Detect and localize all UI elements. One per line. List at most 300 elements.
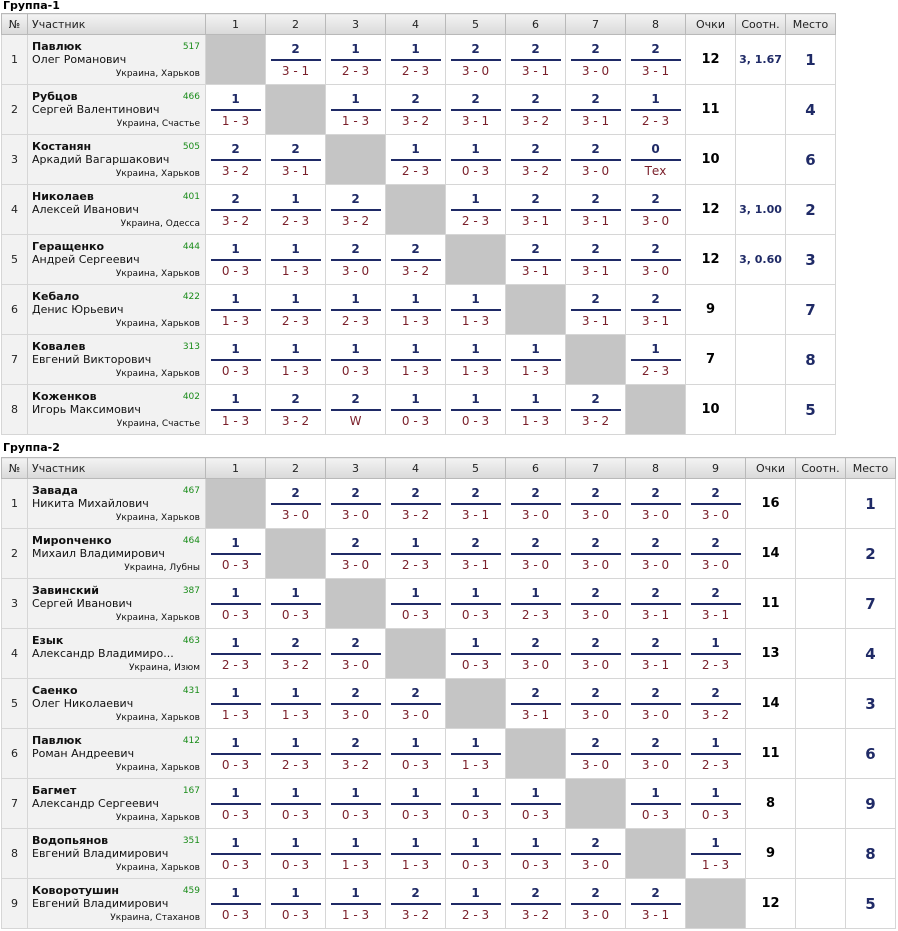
match-cell[interactable]	[206, 235, 266, 285]
match-score: 3 - 0	[341, 707, 370, 722]
match-cell[interactable]	[386, 135, 446, 185]
participant-cell[interactable]	[28, 135, 206, 185]
match-score: 1 - 3	[461, 757, 490, 772]
match-cell[interactable]	[566, 135, 626, 185]
points-cell: 16	[746, 479, 796, 529]
participant-cell[interactable]	[28, 629, 206, 679]
player-last-name[interactable]: Николаев	[32, 190, 94, 203]
header-ratio[interactable]: Соотн.	[796, 458, 846, 479]
match-cell[interactable]	[266, 879, 326, 929]
match-cell[interactable]	[506, 579, 566, 629]
match-cell[interactable]	[326, 479, 386, 529]
match-points: 1	[211, 886, 261, 905]
match-cell[interactable]	[266, 679, 326, 729]
match-cell[interactable]	[326, 235, 386, 285]
match-cell[interactable]	[626, 579, 686, 629]
ratio-cell: 3, 1.00	[736, 185, 786, 235]
match-cell[interactable]	[506, 385, 566, 435]
match-cell[interactable]	[326, 35, 386, 85]
match-score: 3 - 1	[641, 907, 670, 922]
match-score: 2 - 3	[221, 657, 250, 672]
match-cell[interactable]	[386, 829, 446, 879]
match-score: 3 - 2	[341, 757, 370, 772]
match-points: 2	[211, 192, 261, 211]
match-cell[interactable]	[206, 135, 266, 185]
participant-cell[interactable]	[28, 185, 206, 235]
match-cell[interactable]	[266, 135, 326, 185]
match-score: 3 - 2	[521, 113, 550, 128]
match-score: 3 - 0	[341, 263, 370, 278]
match-cell[interactable]	[446, 529, 506, 579]
match-cell[interactable]	[686, 529, 746, 579]
player-first-name: Сергей Иванович	[32, 597, 133, 610]
match-cell[interactable]	[266, 729, 326, 779]
match-points: 1	[511, 586, 561, 605]
match-cell[interactable]	[266, 829, 326, 879]
match-score: 1 - 3	[341, 907, 370, 922]
match-cell[interactable]	[386, 879, 446, 929]
participant-cell[interactable]	[28, 529, 206, 579]
match-points: 2	[571, 92, 621, 111]
player-rating: 402	[182, 392, 200, 402]
match-cell[interactable]	[266, 629, 326, 679]
match-points: 2	[451, 92, 501, 111]
match-cell[interactable]	[446, 135, 506, 185]
player-last-name[interactable]: Завинский	[32, 584, 99, 597]
match-points: 1	[271, 342, 321, 361]
player-rating: 431	[182, 686, 200, 696]
match-cell[interactable]	[626, 629, 686, 679]
match-cell[interactable]	[266, 779, 326, 829]
match-score: 3 - 0	[581, 707, 610, 722]
match-score: 0 - 3	[221, 263, 250, 278]
match-cell[interactable]	[626, 35, 686, 85]
player-first-name: Алексей Иванович	[32, 203, 139, 216]
match-score: 0 - 3	[461, 607, 490, 622]
player-last-name[interactable]: Езык	[32, 634, 64, 647]
points-cell: 12	[686, 235, 736, 285]
match-cell[interactable]	[326, 335, 386, 385]
match-cell[interactable]	[566, 235, 626, 285]
match-points: 1	[331, 92, 381, 111]
match-cell[interactable]	[326, 385, 386, 435]
self-match-cell	[266, 85, 326, 135]
match-score: 3 - 2	[221, 213, 250, 228]
match-score: 0 - 3	[401, 607, 430, 622]
match-cell[interactable]	[446, 285, 506, 335]
match-cell[interactable]	[326, 529, 386, 579]
match-cell[interactable]	[506, 679, 566, 729]
match-cell[interactable]	[326, 185, 386, 235]
match-cell[interactable]	[506, 779, 566, 829]
player-first-name: Олег Николаевич	[32, 697, 134, 710]
match-cell[interactable]	[566, 829, 626, 879]
participant-cell[interactable]	[28, 729, 206, 779]
match-points: 1	[211, 292, 261, 311]
player-last-name[interactable]: Павлюк	[32, 734, 82, 747]
match-cell[interactable]	[506, 879, 566, 929]
participant-cell[interactable]	[28, 879, 206, 929]
player-last-name[interactable]: Геращенко	[32, 240, 105, 253]
self-match-cell	[386, 629, 446, 679]
match-cell[interactable]	[266, 35, 326, 85]
match-cell[interactable]	[206, 85, 266, 135]
match-cell[interactable]	[206, 729, 266, 779]
header-participant[interactable]: Участник	[28, 458, 206, 479]
participant-cell[interactable]	[28, 285, 206, 335]
match-score: 1 - 3	[281, 707, 310, 722]
player-last-name[interactable]: Коворотушин	[32, 884, 120, 897]
match-cell[interactable]	[686, 829, 746, 879]
header-opponent-7: 7	[566, 458, 626, 479]
header-points[interactable]: Очки	[746, 458, 796, 479]
match-cell[interactable]	[446, 729, 506, 779]
match-cell[interactable]	[566, 35, 626, 85]
table-row	[2, 579, 896, 629]
match-cell[interactable]	[686, 729, 746, 779]
match-cell[interactable]	[626, 679, 686, 729]
player-last-name[interactable]: Коженков	[32, 390, 97, 403]
match-cell[interactable]	[326, 879, 386, 929]
match-cell[interactable]	[446, 779, 506, 829]
match-score: 0 - 3	[221, 807, 250, 822]
match-score: 3 - 2	[581, 413, 610, 428]
match-points: 1	[691, 636, 741, 655]
player-first-name: Андрей Сергеевич	[32, 253, 140, 266]
match-cell[interactable]	[446, 385, 506, 435]
match-score: 0 - 3	[401, 413, 430, 428]
player-last-name[interactable]: Павлюк	[32, 40, 82, 53]
table-row	[2, 185, 836, 235]
match-cell[interactable]	[566, 729, 626, 779]
participant-cell[interactable]	[28, 85, 206, 135]
match-score: 3 - 0	[581, 857, 610, 872]
match-cell[interactable]	[326, 285, 386, 335]
match-score: 2 - 3	[461, 907, 490, 922]
header-participant[interactable]: Участник	[28, 14, 206, 35]
match-cell[interactable]	[326, 829, 386, 879]
match-score: 2 - 3	[401, 163, 430, 178]
ratio-cell	[796, 479, 846, 529]
header-row	[2, 458, 896, 479]
match-cell[interactable]	[206, 579, 266, 629]
match-score: 3 - 0	[521, 557, 550, 572]
match-cell[interactable]	[626, 779, 686, 829]
match-cell[interactable]	[266, 335, 326, 385]
match-cell[interactable]	[566, 185, 626, 235]
match-cell[interactable]	[206, 529, 266, 579]
match-points: 1	[451, 836, 501, 855]
match-cell[interactable]	[206, 779, 266, 829]
match-cell[interactable]	[206, 629, 266, 679]
match-points: 1	[631, 342, 681, 361]
header-opponent-5: 5	[446, 458, 506, 479]
match-cell[interactable]	[446, 579, 506, 629]
header-opponent-9: 9	[686, 458, 746, 479]
player-first-name: Никита Михайлович	[32, 497, 149, 510]
match-score: 2 - 3	[401, 557, 430, 572]
match-points: 2	[331, 242, 381, 261]
match-cell[interactable]	[206, 879, 266, 929]
match-cell[interactable]	[386, 385, 446, 435]
ratio-cell	[736, 85, 786, 135]
match-cell[interactable]	[566, 285, 626, 335]
match-cell[interactable]	[686, 579, 746, 629]
header-opponent-4: 4	[386, 14, 446, 35]
match-points: 1	[271, 886, 321, 905]
match-cell[interactable]	[686, 479, 746, 529]
match-cell[interactable]	[266, 579, 326, 629]
match-cell[interactable]	[206, 185, 266, 235]
match-score: 3 - 2	[401, 907, 430, 922]
participant-cell[interactable]	[28, 779, 206, 829]
participant-cell[interactable]	[28, 385, 206, 435]
match-cell[interactable]	[206, 335, 266, 385]
player-last-name[interactable]: Багмет	[32, 784, 77, 797]
match-points: 2	[571, 836, 621, 855]
match-cell[interactable]	[386, 529, 446, 579]
match-cell[interactable]	[506, 35, 566, 85]
place-cell: 5	[786, 385, 836, 435]
match-cell[interactable]	[566, 629, 626, 679]
match-cell[interactable]	[266, 235, 326, 285]
match-cell[interactable]	[206, 385, 266, 435]
match-cell[interactable]	[386, 679, 446, 729]
match-cell[interactable]	[206, 829, 266, 879]
match-points: 2	[331, 686, 381, 705]
match-points: 1	[271, 586, 321, 605]
row-number: 8	[2, 385, 28, 435]
match-cell[interactable]	[506, 85, 566, 135]
match-cell[interactable]	[206, 285, 266, 335]
player-last-name[interactable]: Завада	[32, 484, 78, 497]
place-cell: 5	[846, 879, 896, 929]
match-cell[interactable]	[506, 529, 566, 579]
match-cell[interactable]	[506, 629, 566, 679]
match-score: 3 - 1	[461, 557, 490, 572]
match-cell[interactable]	[386, 579, 446, 629]
match-cell[interactable]	[386, 285, 446, 335]
player-city: Украина, Харьков	[115, 369, 200, 379]
match-cell[interactable]	[686, 779, 746, 829]
match-cell[interactable]	[386, 479, 446, 529]
header-place[interactable]: Место	[786, 14, 836, 35]
player-first-name: Евгений Викторович	[32, 353, 152, 366]
match-cell[interactable]	[326, 729, 386, 779]
self-match-cell	[566, 335, 626, 385]
match-cell[interactable]	[266, 479, 326, 529]
match-cell[interactable]	[326, 679, 386, 729]
match-cell[interactable]	[506, 185, 566, 235]
match-cell[interactable]	[386, 235, 446, 285]
self-match-cell	[386, 185, 446, 235]
match-points: 1	[271, 836, 321, 855]
match-points: 1	[331, 836, 381, 855]
match-points: 1	[391, 536, 441, 555]
match-cell[interactable]	[626, 185, 686, 235]
player-city: Украина, Счастье	[116, 119, 200, 129]
match-cell[interactable]	[386, 779, 446, 829]
match-cell[interactable]	[326, 85, 386, 135]
match-cell[interactable]	[626, 85, 686, 135]
match-cell[interactable]	[326, 629, 386, 679]
match-points: 2	[511, 42, 561, 61]
table-row	[2, 529, 896, 579]
match-cell[interactable]	[506, 335, 566, 385]
match-cell[interactable]	[446, 629, 506, 679]
player-first-name: Михаил Владимирович	[32, 547, 165, 560]
match-score: 3 - 1	[581, 113, 610, 128]
ratio-cell	[796, 629, 846, 679]
participant-cell[interactable]	[28, 679, 206, 729]
match-score: 3 - 1	[521, 263, 550, 278]
match-cell[interactable]	[446, 85, 506, 135]
header-ratio[interactable]: Соотн.	[736, 14, 786, 35]
self-match-cell	[506, 285, 566, 335]
ratio-cell	[796, 679, 846, 729]
player-last-name[interactable]: Кебало	[32, 290, 80, 303]
match-cell[interactable]	[446, 479, 506, 529]
match-cell[interactable]	[626, 235, 686, 285]
match-score: 3 - 1	[581, 263, 610, 278]
participant-cell[interactable]	[28, 35, 206, 85]
match-score: 0 - 3	[221, 907, 250, 922]
player-last-name[interactable]: Саенко	[32, 684, 78, 697]
player-last-name[interactable]: Костанян	[32, 140, 92, 153]
match-cell[interactable]	[506, 829, 566, 879]
player-last-name[interactable]: Водопьянов	[32, 834, 109, 847]
match-cell[interactable]	[386, 729, 446, 779]
participant-cell[interactable]	[28, 829, 206, 879]
match-cell[interactable]	[326, 779, 386, 829]
player-city: Украина, Лубны	[124, 563, 200, 573]
match-cell[interactable]	[566, 579, 626, 629]
match-cell[interactable]	[566, 679, 626, 729]
player-last-name[interactable]: Мирonченко	[32, 534, 112, 547]
match-points: 1	[451, 342, 501, 361]
match-cell[interactable]	[626, 729, 686, 779]
player-rating: 412	[182, 736, 200, 746]
match-score: 1 - 3	[341, 857, 370, 872]
match-cell[interactable]	[626, 285, 686, 335]
header-points[interactable]: Очки	[686, 14, 736, 35]
player-last-name[interactable]: Рубцов	[32, 90, 78, 103]
match-cell[interactable]	[266, 185, 326, 235]
match-points: 2	[691, 536, 741, 555]
match-cell[interactable]	[566, 385, 626, 435]
table-row	[2, 779, 896, 829]
header-opponent-2: 2	[266, 14, 326, 35]
match-cell[interactable]	[446, 829, 506, 879]
header-opponent-8: 8	[626, 458, 686, 479]
match-cell[interactable]	[626, 479, 686, 529]
match-points: 2	[511, 636, 561, 655]
points-cell: 12	[746, 879, 796, 929]
player-city: Украина, Одесса	[120, 219, 200, 229]
points-cell: 14	[746, 529, 796, 579]
match-cell[interactable]	[686, 679, 746, 729]
player-first-name: Александр Владимиро...	[32, 647, 174, 660]
participant-cell[interactable]	[28, 479, 206, 529]
participant-cell[interactable]	[28, 335, 206, 385]
self-match-cell	[626, 385, 686, 435]
match-cell[interactable]	[566, 529, 626, 579]
match-points: 1	[391, 142, 441, 161]
match-cell[interactable]	[566, 479, 626, 529]
match-cell[interactable]	[386, 35, 446, 85]
match-cell[interactable]	[446, 879, 506, 929]
match-score: 3 - 2	[701, 707, 730, 722]
match-cell[interactable]	[686, 629, 746, 679]
header-place[interactable]: Место	[846, 458, 896, 479]
match-cell[interactable]	[446, 185, 506, 235]
player-rating: 313	[182, 342, 200, 352]
points-cell: 7	[686, 335, 736, 385]
match-points: 1	[691, 836, 741, 855]
match-cell[interactable]	[506, 235, 566, 285]
match-points: 1	[331, 886, 381, 905]
match-cell[interactable]	[446, 335, 506, 385]
match-cell[interactable]	[566, 85, 626, 135]
table-row	[2, 135, 836, 185]
match-score: 3 - 0	[401, 707, 430, 722]
ratio-cell	[796, 829, 846, 879]
match-cell[interactable]	[446, 35, 506, 85]
player-rating: 167	[182, 786, 200, 796]
player-last-name[interactable]: Ковалев	[32, 340, 86, 353]
match-cell[interactable]	[506, 135, 566, 185]
match-cell[interactable]	[206, 679, 266, 729]
match-cell[interactable]	[386, 85, 446, 135]
match-score: 0 - 3	[521, 807, 550, 822]
match-score: 3 - 1	[641, 607, 670, 622]
match-score: 3 - 0	[641, 757, 670, 772]
match-cell[interactable]	[626, 879, 686, 929]
header-opponent-1: 1	[206, 458, 266, 479]
table-row	[2, 879, 896, 929]
match-cell[interactable]	[266, 385, 326, 435]
match-score: 2 - 3	[341, 313, 370, 328]
match-cell[interactable]	[566, 879, 626, 929]
match-cell[interactable]	[386, 335, 446, 385]
match-score: 3 - 2	[401, 113, 430, 128]
match-score: 0 - 3	[221, 607, 250, 622]
match-cell[interactable]	[626, 529, 686, 579]
row-number: 5	[2, 679, 28, 729]
match-cell[interactable]	[506, 479, 566, 529]
match-cell[interactable]	[266, 285, 326, 335]
player-rating: 444	[182, 242, 200, 252]
match-cell[interactable]	[626, 335, 686, 385]
place-cell: 6	[786, 135, 836, 185]
header-opponent-7: 7	[566, 14, 626, 35]
participant-cell[interactable]	[28, 579, 206, 629]
match-points: 2	[391, 92, 441, 111]
ratio-cell	[796, 729, 846, 779]
match-score: 3 - 0	[521, 657, 550, 672]
match-score: 3 - 1	[701, 607, 730, 622]
match-cell[interactable]	[626, 135, 686, 185]
match-score: 0 - 3	[281, 857, 310, 872]
match-points: 1	[331, 42, 381, 61]
match-points: 2	[511, 486, 561, 505]
participant-cell[interactable]	[28, 235, 206, 285]
group-2-title: Группа-2	[3, 441, 60, 454]
match-score: 1 - 3	[341, 113, 370, 128]
match-score: 3 - 1	[461, 113, 490, 128]
match-points: 2	[511, 242, 561, 261]
row-number: 1	[2, 35, 28, 85]
